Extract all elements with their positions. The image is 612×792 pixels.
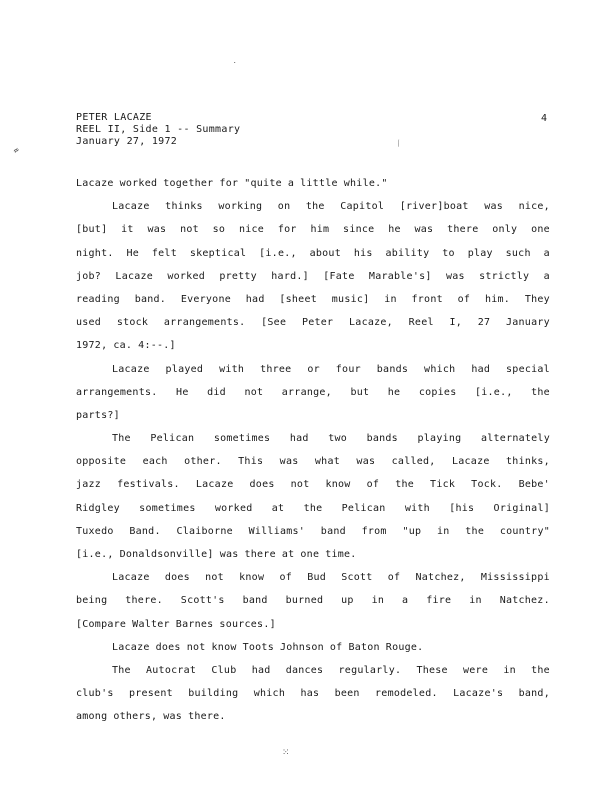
- word: two: [328, 433, 348, 445]
- word: had: [251, 664, 271, 676]
- word: [i.e.,: [76, 549, 114, 560]
- word: not: [186, 641, 206, 653]
- word: Claiborne: [176, 525, 233, 537]
- word: He: [176, 386, 189, 398]
- word: does: [249, 479, 275, 491]
- word: was: [356, 456, 376, 468]
- text-line: [76, 450, 550, 473]
- word: These: [416, 664, 448, 676]
- word: night.: [76, 247, 114, 259]
- text-line: [76, 427, 550, 450]
- word: in: [503, 664, 516, 676]
- word: the: [395, 479, 415, 491]
- word: has: [300, 688, 320, 700]
- header-name: PETER LACAZE: [76, 112, 152, 123]
- word: of: [366, 479, 380, 491]
- word: worked: [214, 502, 253, 514]
- text-line: [76, 636, 550, 659]
- word: Club: [211, 664, 237, 676]
- word: him.: [484, 293, 511, 305]
- header-date: January 27, 1972: [76, 136, 178, 147]
- document-header: [76, 112, 240, 148]
- word: band.: [134, 293, 167, 305]
- word: jazz: [76, 479, 102, 491]
- word: playing: [417, 433, 462, 445]
- word: a: [402, 595, 409, 607]
- word: not: [205, 572, 224, 584]
- word: country": [499, 525, 550, 537]
- word: Barnes: [175, 618, 214, 630]
- word: band: [320, 525, 346, 537]
- word: for: [219, 178, 239, 189]
- word: a: [543, 247, 550, 259]
- word: each: [142, 456, 168, 468]
- word: Lacaze,: [349, 317, 393, 329]
- text-line: [76, 682, 550, 705]
- word: stock: [116, 317, 149, 329]
- pen-mark: ⁄: [395, 139, 403, 149]
- word: Baton: [348, 641, 380, 653]
- word: the: [531, 386, 550, 398]
- word: Rouge.: [385, 641, 424, 653]
- word: Walter: [132, 618, 170, 630]
- word: January: [506, 317, 550, 329]
- word: know: [239, 572, 265, 584]
- word: special: [506, 363, 550, 375]
- word: know: [325, 479, 351, 491]
- word: worked: [119, 178, 158, 189]
- word: [i.e.,: [259, 247, 297, 259]
- word: nice: [238, 224, 265, 236]
- word: The: [112, 664, 131, 676]
- word: a: [287, 178, 295, 189]
- text-line: [76, 705, 550, 728]
- word: dances: [285, 664, 324, 676]
- word: job?: [76, 270, 102, 282]
- word: three: [260, 363, 292, 375]
- word: his: [353, 247, 373, 259]
- word: Tuxedo: [76, 525, 114, 537]
- word: [sheet: [279, 293, 317, 305]
- word: which: [424, 363, 456, 375]
- word: there.: [188, 711, 226, 723]
- word: up: [341, 595, 354, 607]
- word: called,: [391, 456, 436, 468]
- word: he: [388, 224, 401, 236]
- word: [Fate: [323, 270, 355, 282]
- word: band: [242, 595, 268, 607]
- word: strictly: [479, 270, 530, 282]
- word: such: [505, 247, 531, 259]
- word: Lacaze: [112, 201, 150, 213]
- word: in: [384, 293, 397, 305]
- word: burned: [285, 595, 324, 607]
- word: for: [277, 224, 297, 236]
- pen-mark: ⁙: [282, 748, 290, 758]
- word: building: [188, 688, 239, 700]
- word: fire: [426, 595, 452, 607]
- word: being: [76, 595, 108, 607]
- word: Lacaze: [76, 178, 114, 189]
- word: alternately: [480, 433, 550, 445]
- word: thinks: [165, 201, 203, 213]
- word: Original]: [493, 502, 550, 514]
- word: front: [411, 293, 443, 305]
- word: worked: [167, 270, 205, 282]
- word: the: [303, 502, 323, 514]
- word: with: [219, 363, 245, 375]
- header-reel: REEL II, Side 1 -- Summary: [76, 124, 241, 135]
- text-line: [76, 566, 550, 589]
- word: thinks,: [506, 456, 550, 468]
- word: Natchez.: [499, 595, 550, 607]
- word: sometimes: [213, 433, 271, 445]
- text-line: [76, 242, 550, 265]
- word: "up: [402, 525, 422, 537]
- word: festivals.: [117, 479, 180, 491]
- word: does: [155, 641, 181, 653]
- word: Lacaze: [112, 363, 150, 375]
- word: what: [314, 456, 340, 468]
- word: not: [244, 386, 264, 398]
- word: know: [211, 641, 237, 653]
- word: Band.: [129, 525, 161, 537]
- word: one: [531, 224, 550, 236]
- word: in: [437, 525, 450, 537]
- word: not: [180, 224, 199, 236]
- word: working: [218, 201, 263, 213]
- word: parts?]: [76, 409, 120, 421]
- word: together: [163, 178, 214, 189]
- word: present: [128, 688, 173, 700]
- word: had: [245, 293, 265, 305]
- word: Lacaze: [115, 270, 154, 282]
- word: "quite: [244, 178, 282, 189]
- word: regularly.: [338, 664, 402, 676]
- word: one: [300, 549, 320, 560]
- word: of: [329, 641, 343, 653]
- text-line: [76, 195, 550, 218]
- text-line: [76, 543, 550, 566]
- word: Lacaze: [112, 641, 150, 653]
- word: about: [309, 247, 341, 259]
- word: nice,: [518, 201, 550, 213]
- word: Marable's]: [368, 270, 432, 282]
- word: at: [281, 549, 295, 560]
- word: of: [457, 293, 471, 305]
- word: Everyone: [180, 293, 231, 305]
- word: other.: [184, 456, 222, 468]
- word: [Compare: [76, 618, 127, 630]
- word: so: [212, 224, 226, 236]
- word: sources.]: [219, 618, 276, 630]
- word: others,: [113, 711, 158, 723]
- word: band,: [518, 688, 550, 700]
- text-line: [76, 589, 550, 612]
- word: copies: [418, 386, 457, 398]
- text-line: [76, 311, 550, 334]
- word: 4:--.]: [138, 340, 176, 352]
- text-line: [76, 497, 550, 520]
- word: among: [76, 711, 108, 723]
- text-line: [76, 218, 550, 241]
- word: play: [467, 247, 493, 259]
- word: Capitol: [340, 201, 385, 213]
- word: The: [112, 433, 131, 445]
- word: Pelican: [341, 502, 386, 514]
- word: Reel: [408, 317, 434, 329]
- page-number: 4: [541, 113, 548, 124]
- word: did: [207, 386, 226, 398]
- word: Lacaze: [451, 456, 490, 468]
- word: Bud: [307, 572, 326, 584]
- word: which: [253, 688, 286, 700]
- word: remodeled.: [375, 688, 438, 700]
- text-line: [76, 613, 550, 636]
- word: Natchez,: [415, 572, 466, 584]
- word: Tock.: [471, 479, 503, 491]
- word: to: [442, 247, 455, 259]
- word: sometimes: [139, 502, 196, 514]
- word: since: [343, 224, 375, 236]
- word: Mississippi: [480, 572, 550, 584]
- word: it: [121, 224, 134, 236]
- word: was: [163, 711, 183, 723]
- text-line: [76, 404, 550, 427]
- word: 27: [477, 317, 491, 329]
- word: arrangements.: [163, 317, 246, 329]
- word: in: [371, 595, 385, 607]
- word: little: [300, 178, 338, 189]
- word: he: [387, 386, 401, 398]
- word: ca.: [113, 340, 133, 352]
- word: while.": [343, 178, 388, 189]
- word: Bebe': [518, 479, 550, 491]
- text-line: [76, 659, 550, 682]
- word: ability: [385, 247, 430, 259]
- word: opposite: [76, 456, 127, 468]
- text-line: [76, 288, 550, 311]
- word: [his: [449, 502, 475, 514]
- text-line: [76, 381, 550, 404]
- word: was: [147, 224, 167, 236]
- word: with: [404, 502, 430, 514]
- word: were: [463, 664, 489, 676]
- word: reading: [76, 293, 120, 305]
- text-line: [76, 265, 550, 288]
- word: felt: [151, 247, 177, 259]
- word: been: [334, 688, 360, 700]
- word: 1972,: [76, 340, 108, 352]
- word: pretty: [219, 270, 257, 282]
- word: was: [414, 224, 434, 236]
- word: does: [164, 572, 190, 584]
- word: Ridgley: [76, 502, 120, 514]
- word: in: [469, 595, 482, 607]
- text-line: [76, 358, 550, 381]
- word: was: [445, 270, 465, 282]
- word: of: [279, 572, 292, 584]
- word: of: [387, 572, 401, 584]
- word: only: [492, 224, 518, 236]
- word: or: [307, 363, 320, 375]
- word: the: [531, 664, 550, 676]
- word: there: [447, 224, 479, 236]
- word: skeptical: [189, 247, 247, 259]
- word: bands: [376, 363, 409, 375]
- word: there: [244, 549, 276, 560]
- word: Scott: [341, 572, 373, 584]
- word: was: [219, 549, 239, 560]
- word: They: [524, 293, 550, 305]
- word: was: [484, 201, 504, 213]
- word: Johnson: [279, 641, 324, 653]
- word: from: [361, 525, 387, 537]
- pen-mark: ˙: [232, 62, 238, 72]
- word: [i.e.,: [474, 386, 513, 398]
- word: the: [465, 525, 485, 537]
- word: This: [238, 456, 264, 468]
- word: Donaldsonville]: [119, 549, 214, 560]
- word: Lacaze's: [453, 688, 504, 700]
- word: a: [543, 270, 550, 282]
- word: arrangements.: [76, 386, 158, 398]
- word: him: [310, 224, 330, 236]
- text-line: [76, 172, 550, 195]
- word: four: [335, 363, 361, 375]
- word: He: [126, 247, 140, 259]
- word: there.: [125, 595, 163, 607]
- word: Toots: [242, 641, 274, 653]
- word: the: [305, 201, 325, 213]
- word: time.: [325, 549, 357, 560]
- word: [but]: [76, 224, 108, 236]
- word: hard.]: [271, 270, 309, 282]
- word: but: [350, 386, 370, 398]
- word: on: [277, 201, 291, 213]
- word: at: [271, 502, 285, 514]
- word: [See: [261, 317, 287, 329]
- word: I,: [449, 317, 463, 329]
- text-line: [76, 473, 550, 496]
- word: Pelican: [150, 433, 195, 445]
- word: not: [290, 479, 310, 491]
- word: bands: [366, 433, 398, 445]
- word: music]: [331, 293, 370, 305]
- word: Peter: [301, 317, 334, 329]
- word: Williams': [248, 525, 306, 537]
- word: used: [76, 317, 102, 329]
- word: Lacaze: [112, 572, 150, 584]
- word: had: [289, 433, 309, 445]
- word: [river]boat: [399, 201, 469, 213]
- document-body: [76, 172, 550, 729]
- word: Lacaze: [195, 479, 234, 491]
- word: had: [471, 363, 491, 375]
- word: Tick: [430, 479, 456, 491]
- word: was: [279, 456, 299, 468]
- word: played: [165, 363, 204, 375]
- word: Autocrat: [146, 664, 197, 676]
- text-line: [76, 334, 550, 357]
- pen-mark: ≈: [11, 145, 23, 157]
- word: club's: [76, 688, 114, 700]
- text-line: [76, 520, 550, 543]
- word: Scott's: [180, 595, 225, 607]
- word: arrange,: [281, 386, 332, 398]
